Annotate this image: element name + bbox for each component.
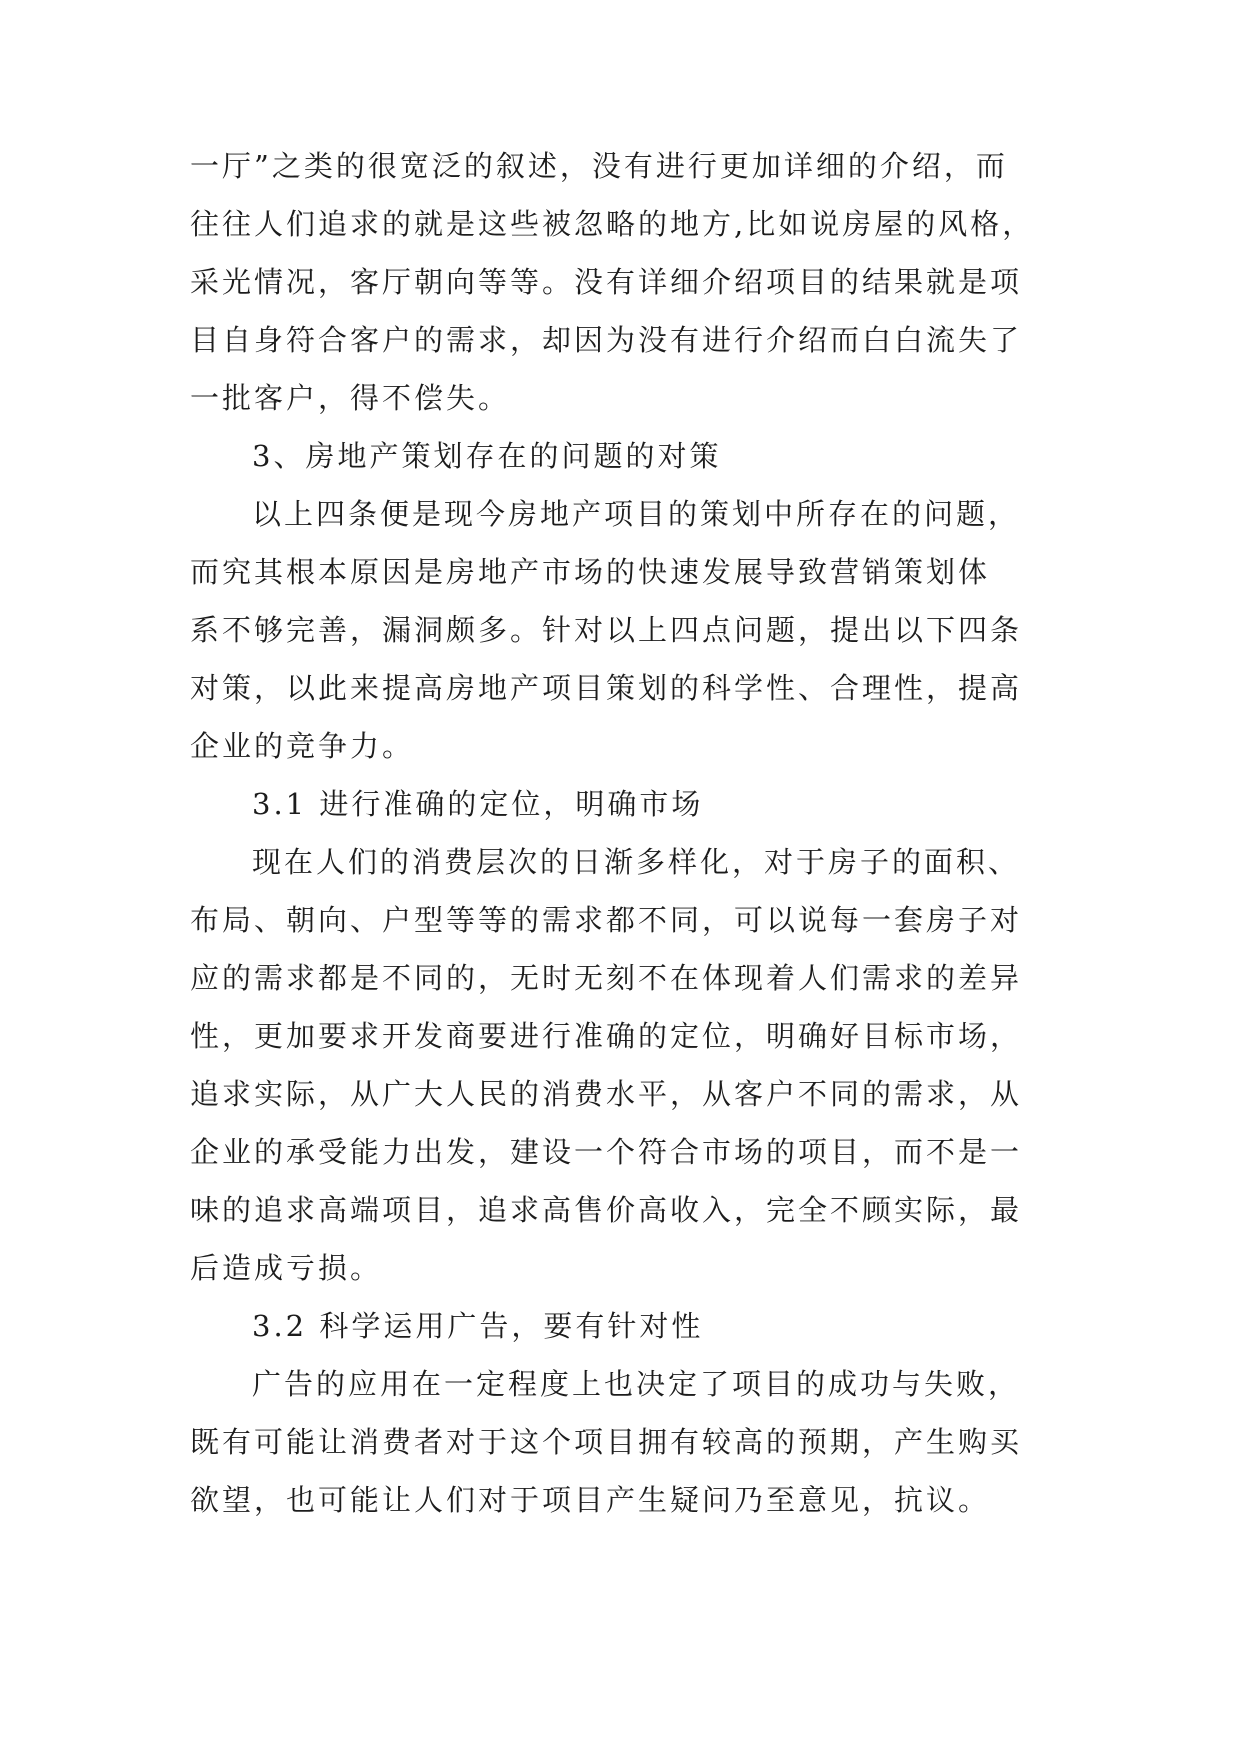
paragraph-line: 现在人们的消费层次的日渐多样化，对于房子的面积、 (252, 845, 1021, 879)
paragraph-line: 往往人们追求的就是这些被忽略的地方,比如说房屋的风格， (190, 207, 1035, 241)
paragraph-line: 欲望，也可能让人们对于项目产生疑问乃至意见，抗议。 (190, 1483, 991, 1517)
subsection-heading: 3.2 科学运用广告，要有针对性 (252, 1309, 704, 1343)
paragraph-line: 采光情况，客厅朝向等等。没有详细介绍项目的结果就是项 (190, 265, 1023, 299)
subsection-heading: 3.1 进行准确的定位，明确市场 (252, 787, 704, 821)
paragraph-line: 而究其根本原因是房地产市场的快速发展导致营销策划体 (190, 555, 991, 589)
paragraph-line: 系不够完善，漏洞颇多。针对以上四点问题，提出以下四条 (190, 613, 1023, 647)
paragraph-line: 味的追求高端项目，追求高售价高收入，完全不顾实际，最 (190, 1193, 1023, 1227)
paragraph-line: 应的需求都是不同的，无时无刻不在体现着人们需求的差异 (190, 961, 1023, 995)
paragraph-line: 目自身符合客户的需求，却因为没有进行介绍而白白流失了 (190, 323, 1023, 357)
paragraph-line: 一批客户，得不偿失。 (190, 381, 511, 415)
paragraph-line: 企业的承受能力出发，建设一个符合市场的项目，而不是一 (190, 1135, 1023, 1169)
paragraph-line: 既有可能让消费者对于这个项目拥有较高的预期，产生购买 (190, 1425, 1023, 1459)
paragraph-line: 追求实际，从广大人民的消费水平，从客户不同的需求，从 (190, 1077, 1023, 1111)
paragraph-line: 以上四条便是现今房地产项目的策划中所存在的问题， (252, 497, 1021, 531)
section-heading: 3、房地产策划存在的问题的对策 (252, 439, 722, 473)
paragraph-line: 一厅”之类的很宽泛的叙述，没有进行更加详细的介绍，而 (190, 149, 1008, 183)
paragraph-line: 对策，以此来提高房地产项目策划的科学性、合理性，提高 (190, 671, 1023, 705)
paragraph-line: 布局、朝向、户型等等的需求都不同，可以说每一套房子对 (190, 903, 1023, 937)
paragraph-line: 后造成亏损。 (190, 1251, 383, 1285)
paragraph-line: 广告的应用在一定程度上也决定了项目的成功与失败， (252, 1367, 1021, 1401)
paragraph-line: 企业的竞争力。 (190, 729, 415, 763)
paragraph-line: 性，更加要求开发商要进行准确的定位，明确好目标市场， (190, 1019, 1023, 1053)
